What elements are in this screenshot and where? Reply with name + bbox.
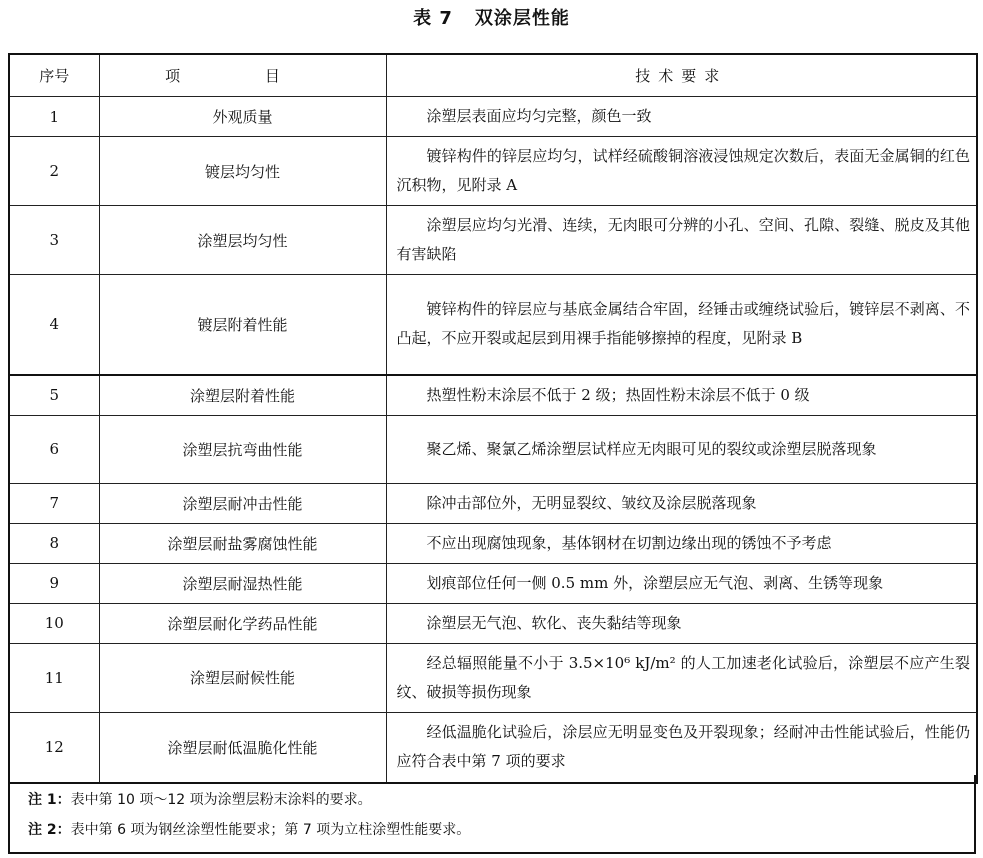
- row-requirement: 聚乙烯、聚氯乙烯涂塑层试样应无肉眼可见的裂纹或涂塑层脱落现象: [386, 415, 977, 483]
- table-title: [0, 6, 983, 32]
- table-row: [9, 603, 977, 643]
- row-requirement: 涂塑层表面应均匀完整，颜色一致: [386, 97, 977, 137]
- table-row: [9, 275, 977, 375]
- row-item: 涂塑层耐化学药品性能: [99, 603, 386, 643]
- header-requirement: 技术要求: [386, 54, 977, 97]
- row-number: 10: [9, 603, 99, 643]
- row-number: 4: [9, 275, 99, 375]
- row-item: 涂塑层耐盐雾腐蚀性能: [99, 523, 386, 563]
- row-item: 涂塑层耐候性能: [99, 643, 386, 712]
- table-row: [9, 375, 977, 416]
- row-item: 涂塑层耐冲击性能: [99, 483, 386, 523]
- header-item: 项 目: [99, 54, 386, 97]
- row-requirement: 不应出现腐蚀现象，基体钢材在切割边缘出现的锈蚀不予考虑: [386, 523, 977, 563]
- row-requirement: 镀锌构件的锌层应与基底金属结合牢固，经锤击或缠绕试验后，镀锌层不剥离、不凸起，不应开裂或起层到用裸手指能够擦掉的程度，见附录 B: [386, 275, 977, 375]
- row-item: 外观质量: [99, 97, 386, 137]
- row-item: 涂塑层耐低温脆化性能: [99, 712, 386, 783]
- row-item: 涂塑层均匀性: [99, 206, 386, 275]
- note-1: [28, 785, 974, 815]
- table-row: [9, 415, 977, 483]
- row-number: 8: [9, 523, 99, 563]
- note-label: 注 2：: [28, 822, 71, 838]
- table-row: [9, 206, 977, 275]
- table-row: [9, 712, 977, 783]
- row-requirement: 经总辐照能量不小于 3.5×10⁶ kJ/m² 的人工加速老化试验后，涂塑层不应产生裂纹、破损等损伤现象: [386, 643, 977, 712]
- table-row: [9, 523, 977, 563]
- performance-table: [8, 53, 978, 784]
- row-requirement: 热塑性粉末涂层不低于 2 级；热固性粉末涂层不低于 0 级: [386, 375, 977, 416]
- table-row: [9, 563, 977, 603]
- row-item: 镀层附着性能: [99, 275, 386, 375]
- note-text: 表中第 6 项为钢丝涂塑性能要求；第 7 项为立柱涂塑性能要求。: [70, 822, 471, 838]
- row-number: 2: [9, 137, 99, 206]
- row-requirement: 镀锌构件的锌层应均匀，试样经硫酸铜溶液浸蚀规定次数后，表面无金属铜的红色沉积物，见附录 A: [386, 137, 977, 206]
- header-no: 序号: [9, 54, 99, 97]
- row-requirement: 涂塑层应均匀光滑、连续，无肉眼可分辨的小孔、空间、孔隙、裂缝、脱皮及其他有害缺陷: [386, 206, 977, 275]
- note-2: [28, 815, 974, 845]
- row-number: 3: [9, 206, 99, 275]
- row-item: 镀层均匀性: [99, 137, 386, 206]
- row-item: 涂塑层附着性能: [99, 375, 386, 416]
- table-number: 表 7: [413, 8, 453, 29]
- row-number: 9: [9, 563, 99, 603]
- row-requirement: 划痕部位任何一侧 0.5 mm 外，涂塑层应无气泡、剥离、生锈等现象: [386, 563, 977, 603]
- note-label: 注 1：: [28, 792, 71, 808]
- row-requirement: 涂塑层无气泡、软化、丧失黏结等现象: [386, 603, 977, 643]
- row-number: 12: [9, 712, 99, 783]
- row-requirement: 除冲击部位外，无明显裂纹、皱纹及涂层脱落现象: [386, 483, 977, 523]
- row-item: 涂塑层耐湿热性能: [99, 563, 386, 603]
- row-number: 5: [9, 375, 99, 416]
- row-requirement: 经低温脆化试验后，涂层应无明显变色及开裂现象；经耐冲击性能试验后，性能仍应符合表中第 7 项的要求: [386, 712, 977, 783]
- row-item: 涂塑层抗弯曲性能: [99, 415, 386, 483]
- row-number: 7: [9, 483, 99, 523]
- table-name: 双涂层性能: [474, 8, 570, 29]
- table-notes: [8, 775, 976, 854]
- table-row: [9, 643, 977, 712]
- header-row: [9, 54, 977, 97]
- row-number: 1: [9, 97, 99, 137]
- note-text: 表中第 10 项～12 项为涂塑层粉末涂料的要求。: [70, 792, 372, 808]
- table-row: [9, 483, 977, 523]
- table-row: [9, 97, 977, 137]
- row-number: 11: [9, 643, 99, 712]
- table-row: [9, 137, 977, 206]
- row-number: 6: [9, 415, 99, 483]
